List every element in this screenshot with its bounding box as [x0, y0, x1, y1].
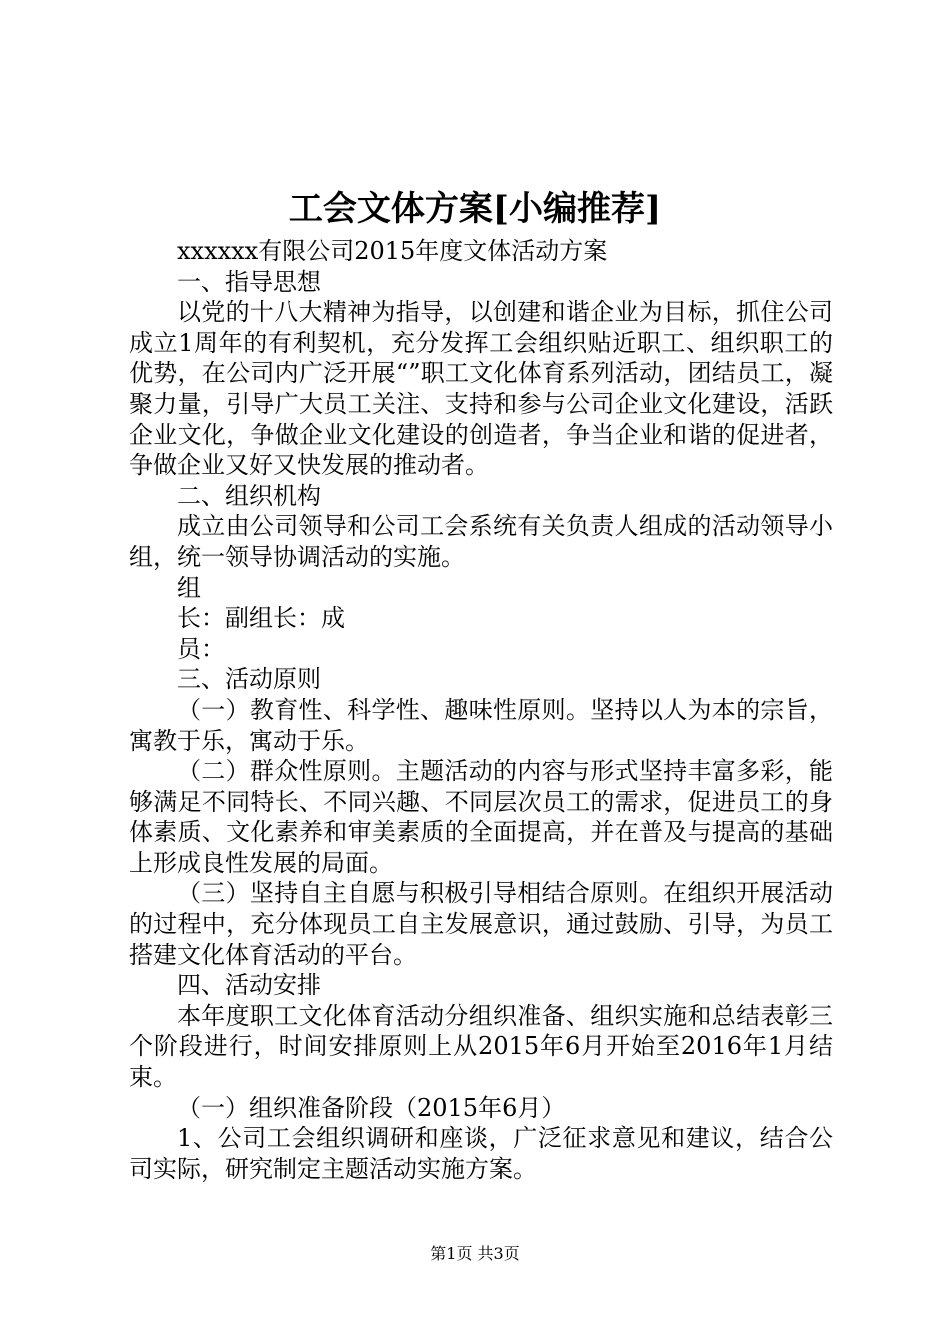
paragraph-organization: 成立由公司领导和公司工会系统有关负责人组成的活动领导小组，统一领导协调活动的实施。: [129, 512, 833, 571]
document-body: [129, 236, 833, 1184]
document-title: 工会文体方案[小编推荐]: [288, 189, 662, 229]
heading-schedule: 四、活动安排: [177, 971, 321, 1000]
paragraph-preparation-item-1: 1、公司工会组织调研和座谈，广泛征求意见和建议，结合公司实际，研究制定主题活动实施方案。: [129, 1124, 833, 1183]
heading-principles: 三、活动原则: [177, 665, 321, 694]
paragraph-principle-2: （二）群众性原则。主题活动的内容与形式坚持丰富多彩，能够满足不同特长、不同兴趣、不同层次员工的需求，促进员工的身体素质、文化素养和审美素质的全面提高，并在普及与提高的基础上形成良性发展的局面。: [129, 757, 833, 877]
line-group-leader: 组: [177, 573, 201, 602]
paragraph-subtitle: xxxxxx有限公司2015年度文体活动方案: [177, 237, 608, 265]
page-number: 第1页 共3页: [430, 1244, 520, 1263]
paragraph-principle-1: （一）教育性、科学性、趣味性原则。坚持以人为本的宗旨，寓教于乐，寓动于乐。: [129, 695, 833, 755]
line-deputy-leader: 长：副组长：成: [177, 604, 345, 633]
heading-organization: 二、组织机构: [177, 481, 321, 510]
heading-guiding-ideology: 一、指导思想: [177, 267, 321, 296]
line-members: 员：: [177, 634, 225, 663]
paragraph-guiding-ideology: 以党的十八大精神为指导，以创建和谐企业为目标，抓住公司成立1周年的有利契机，充分发挥工会组织贴近职工、组织职工的优势，在公司内广泛开展“”职工文化体育系列活动，团结员工，凝聚力量，引导广大员工关注、支持和参与公司企业文化建设，活跃企业文化，争做企业文化建设的创造者，争当企业和谐的促进者，争做企业又好又快发展的推动者。: [129, 298, 833, 480]
heading-preparation-stage: （一）组织准备阶段（2015年6月）: [177, 1093, 566, 1122]
paragraph-principle-3: （三）坚持自主自愿与积极引导相结合原则。在组织开展活动的过程中，充分体现员工自主发展意识，通过鼓励、引导，为员工搭建文化体育活动的平台。: [129, 879, 833, 969]
paragraph-schedule: 本年度职工文化体育活动分组织准备、组织实施和总结表彰三个阶段进行，时间安排原则上从2015年6月开始至2016年1月结束。: [129, 1001, 833, 1092]
